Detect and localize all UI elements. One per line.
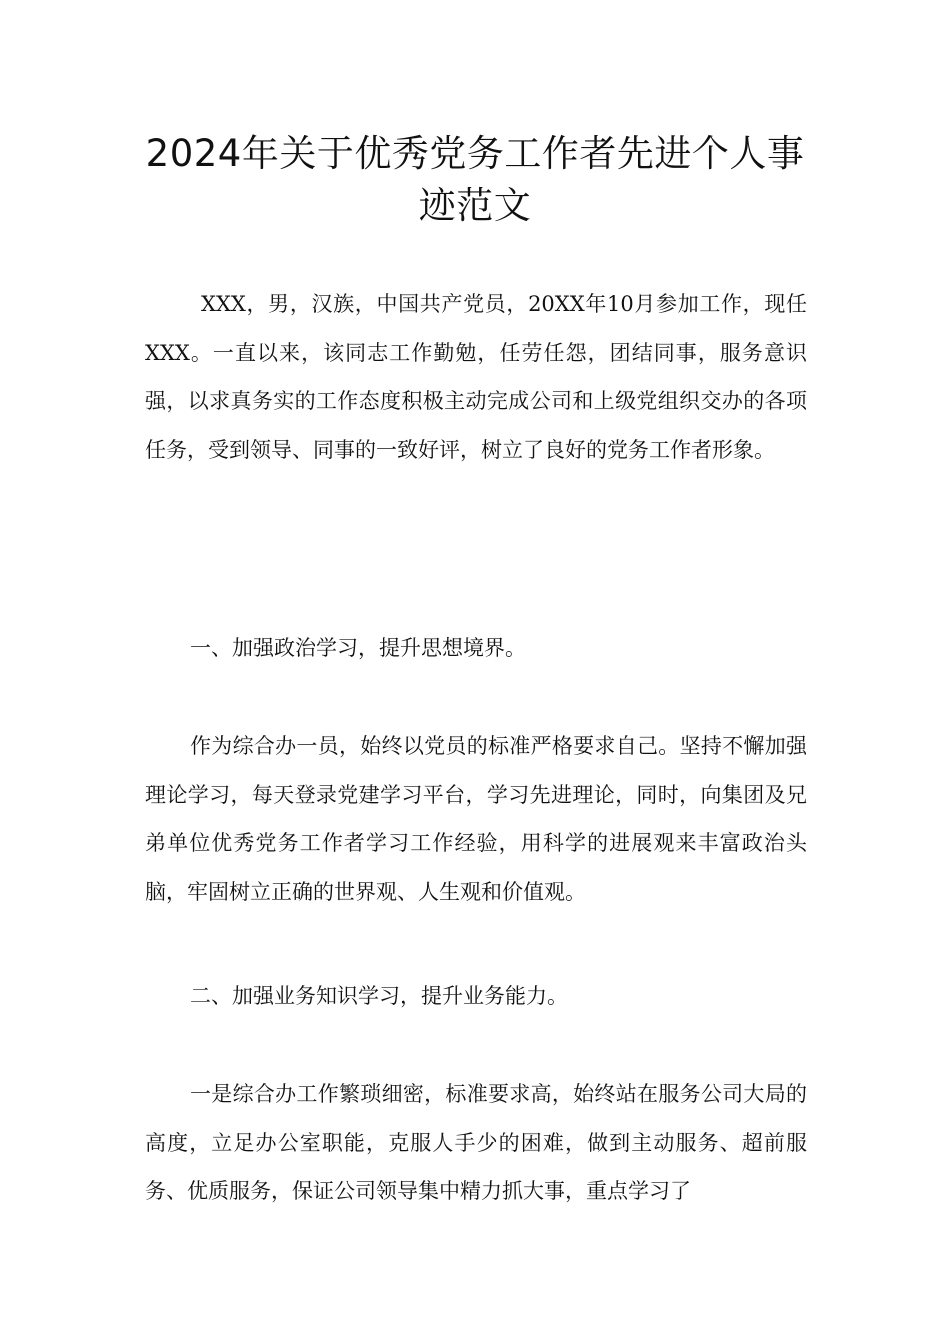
section-2-paragraph: 一是综合办工作繁琐细密，标准要求高，始终站在服务公司大局的高度，立足办公室职能，克服人手少的困难，做到主动服务、超前服务、优质服务，保证公司领导集中精力抓大事，重点学习了 (145, 1082, 807, 1203)
section-1-paragraph: 作为综合办一员，始终以党员的标准严格要求自己。坚持不懈加强理论学习，每天登录党建学习平台，学习先进理论，同时，向集团及兄弟单位优秀党务工作者学习工作经验，用科学的进展观来丰富政治头脑，牢固树立正确的世界观、人生观和价值观。 (145, 734, 807, 904)
section-1-heading: 一、加强政治学习，提升思想境界。 (190, 636, 526, 660)
intro-paragraph: XXX，男，汉族，中国共产党员，20XX年10月参加工作，现任XXX。一直以来，该同志工作勤勉，任劳任怨，团结同事，服务意识强，以求真务实的工作态度积极主动完成公司和上级党组织交办的各项任务，受到领导、同事的一致好评，树立了良好的党务工作者形象。 (145, 292, 807, 462)
document-title: 2024年关于优秀党务工作者先进个人事迹范文 (145, 132, 805, 227)
section-2-heading: 二、加强业务知识学习，提升业务能力。 (190, 984, 568, 1008)
